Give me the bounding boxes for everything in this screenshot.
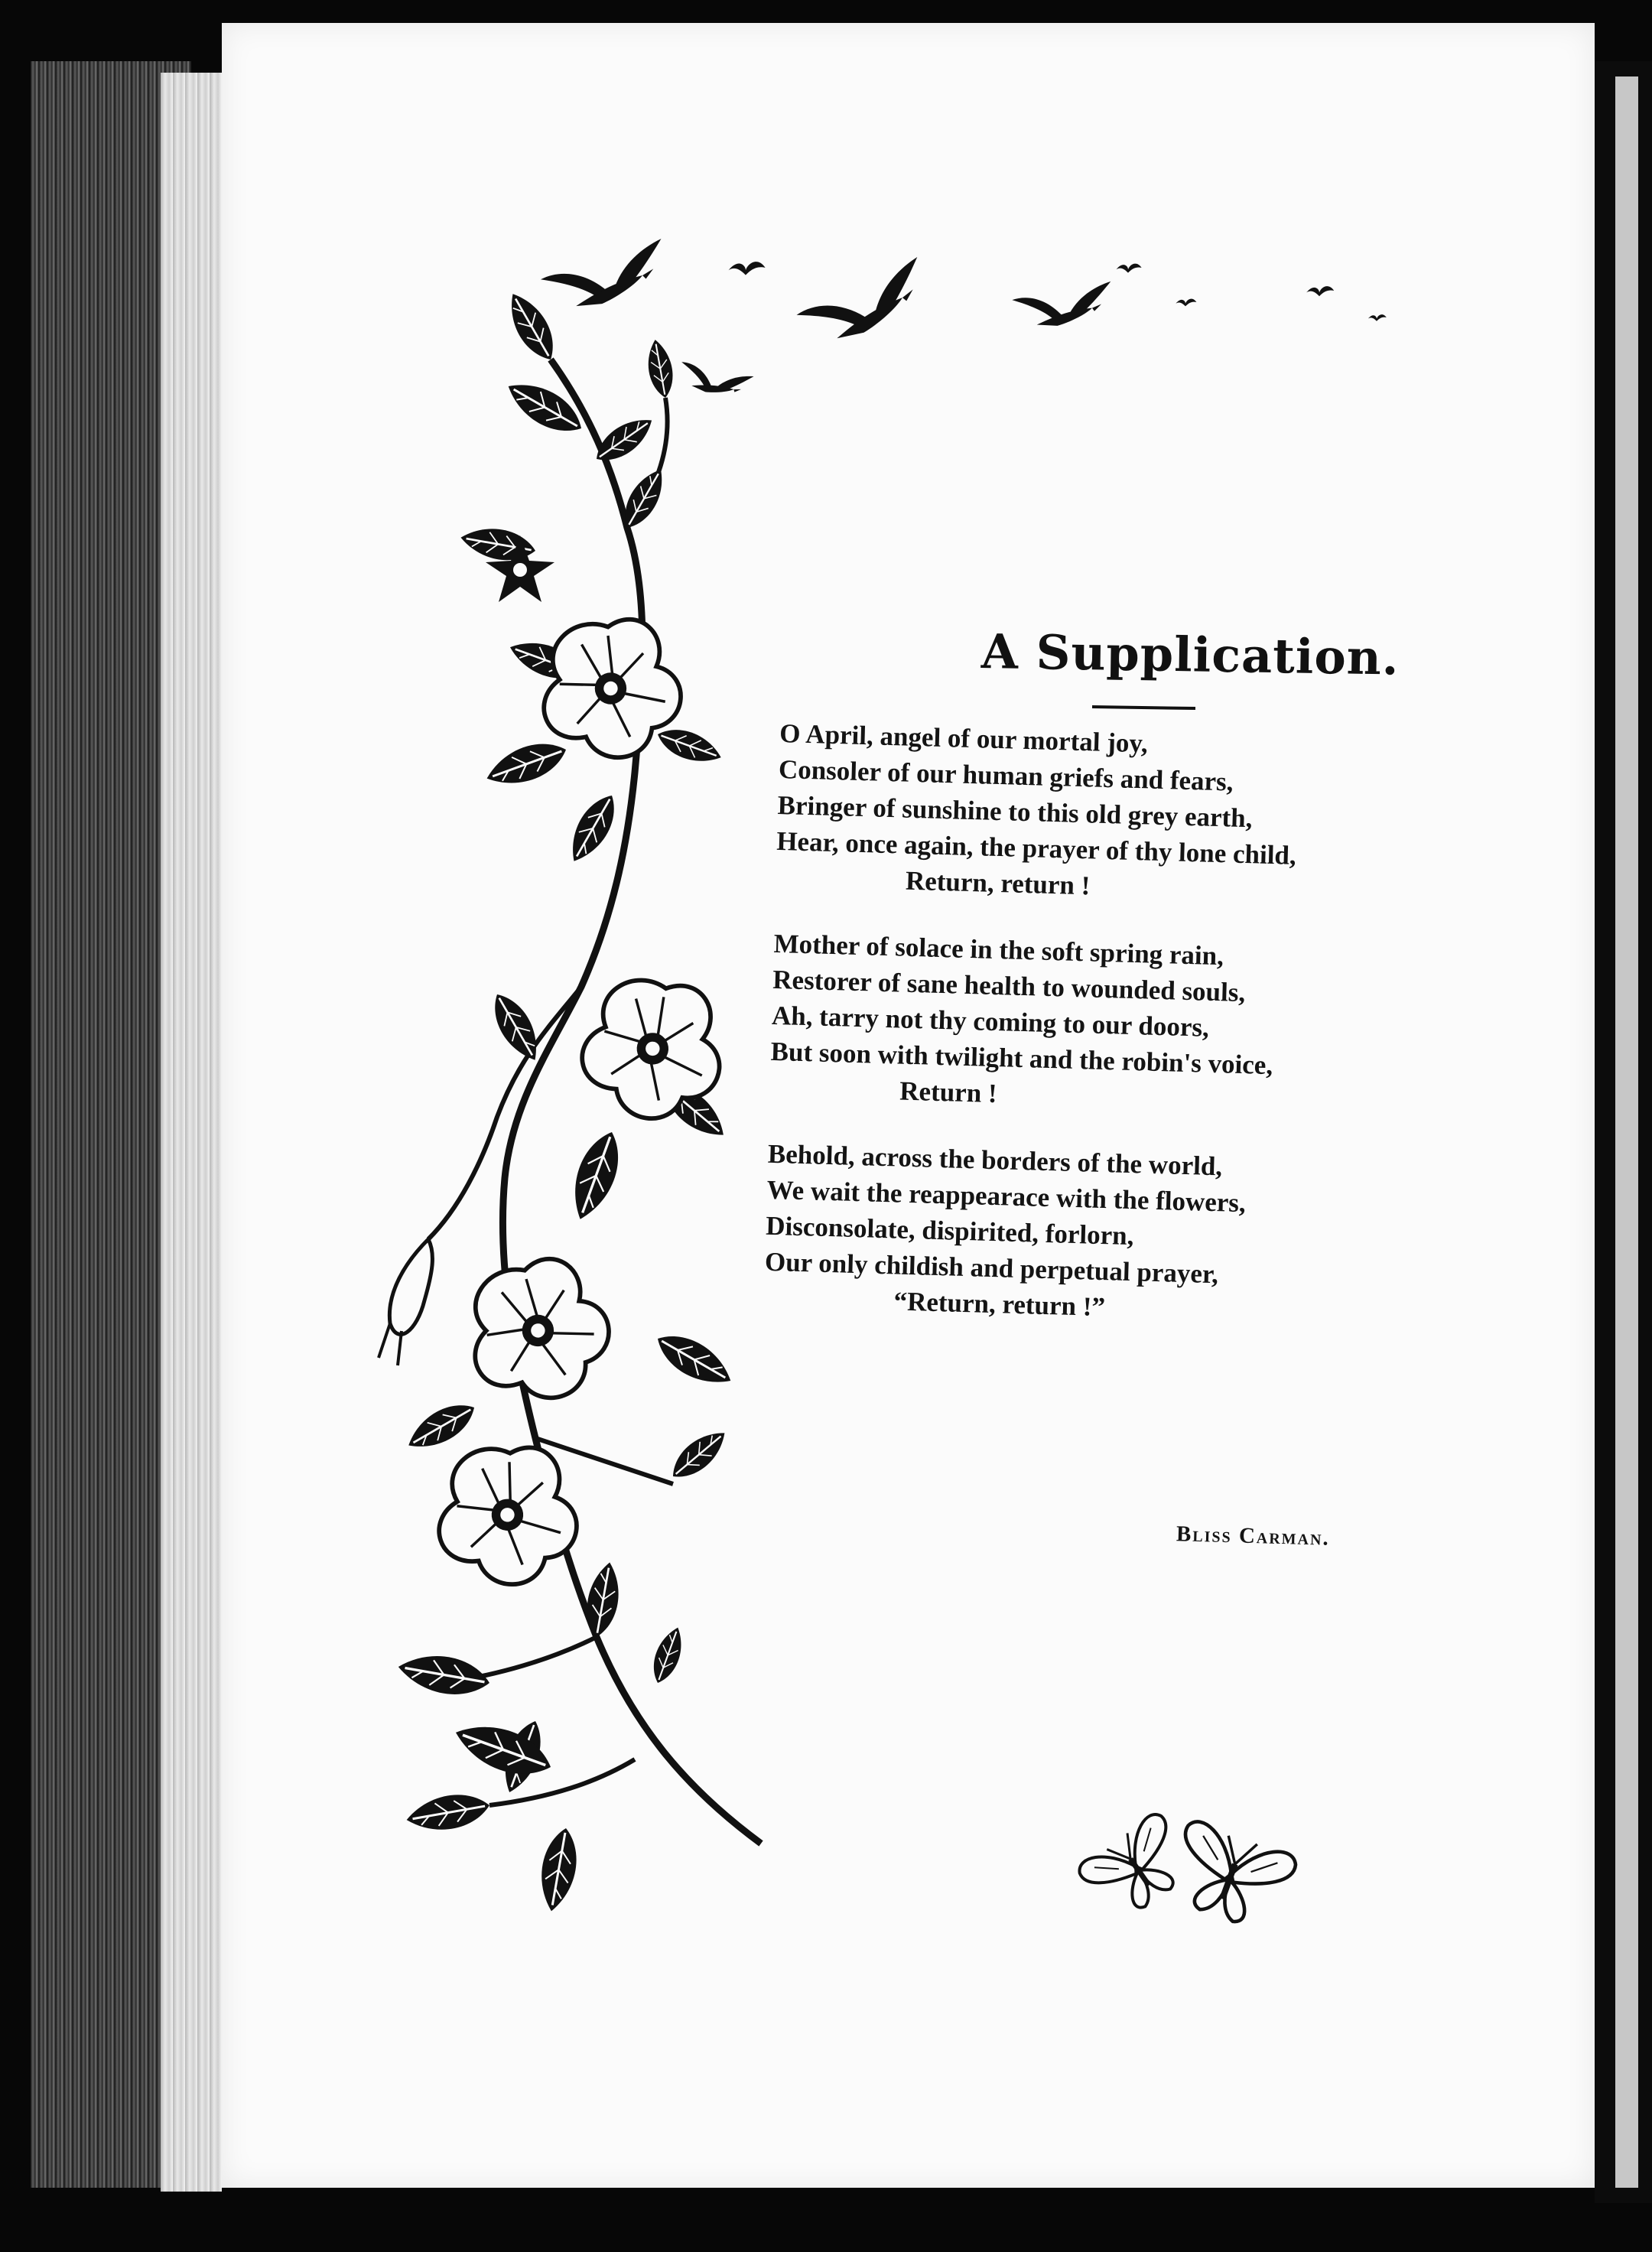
- wild-rose-vine-icon: [379, 286, 761, 1914]
- poem-line: Disconsolate, dispirited, forlorn,: [765, 1210, 1134, 1251]
- poem-line: Hear, once again, the prayer of thy lone child,: [776, 825, 1297, 871]
- poem-line: Ah, tarry not thy coming to our doors,: [771, 1000, 1210, 1043]
- poem-refrain: “Return, return !”: [893, 1286, 1106, 1323]
- poem-line: Our only childish and perpetual prayer,: [764, 1246, 1219, 1290]
- poem-title: A Supplication.: [980, 623, 1400, 686]
- poem-body: [763, 715, 1545, 1368]
- poem-line: O April, angel of our mortal joy,: [779, 718, 1149, 759]
- poem-line: Mother of solace in the soft spring rain,: [773, 928, 1224, 971]
- poem-line: Restorer of sane health to wounded souls,: [772, 964, 1246, 1008]
- stanza-3: [763, 1136, 1533, 1337]
- butterfly-icon: [1075, 1811, 1299, 1935]
- poem-line: But soon with twilight and the robin's voice,: [770, 1036, 1273, 1081]
- poem-line: Bringer of sunshine to this old grey earth,: [777, 789, 1253, 834]
- poem-line: We wait the reappearace with the flowers,: [766, 1174, 1247, 1219]
- poem-line: Consoler of our human griefs and fears,: [778, 753, 1234, 797]
- stanza-1: [775, 715, 1544, 916]
- poem-author: Bliss Carman.: [1176, 1521, 1331, 1551]
- poem-refrain: Return, return !: [905, 865, 1091, 901]
- poem-line: Behold, across the borders of the world,: [767, 1138, 1223, 1182]
- poem-refrain: Return !: [899, 1076, 998, 1109]
- stanza-2: [769, 926, 1539, 1127]
